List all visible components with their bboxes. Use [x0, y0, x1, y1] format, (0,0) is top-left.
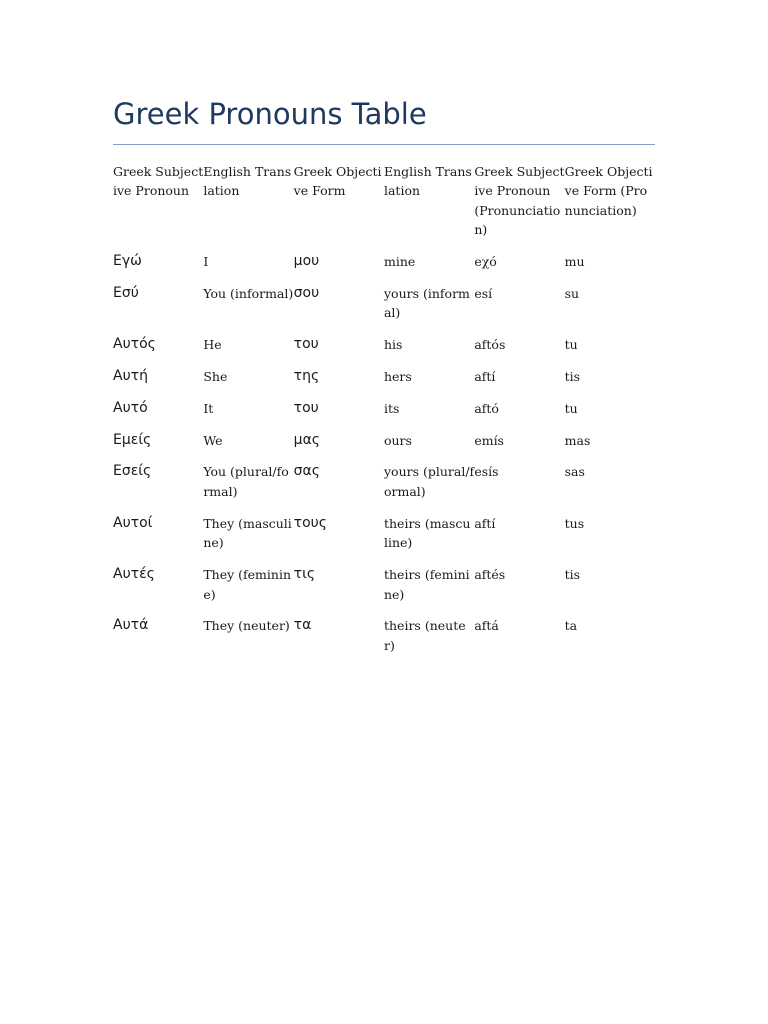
subjective-pronunciation-cell: aftí: [474, 368, 496, 384]
english-objective-cell: his: [383, 336, 403, 352]
greek-objective-cell: σου: [293, 284, 320, 301]
table-body: [113, 252, 655, 668]
header-subjective-pronunciation: Greek Subjective Pronoun (Pronunciation): [474, 164, 565, 238]
english-translation-cell: They (masculine): [203, 515, 292, 551]
table-row: [113, 514, 655, 565]
greek-subjective-cell: Αυτό: [113, 399, 148, 416]
greek-objective-cell: της: [293, 367, 320, 384]
english-objective-cell: hers: [383, 368, 412, 384]
table-header-row: [113, 162, 655, 252]
subjective-pronunciation-cell: esí: [474, 285, 493, 301]
english-translation-cell: He: [203, 336, 222, 352]
greek-objective-cell: του: [293, 399, 319, 416]
table-row: [113, 399, 655, 431]
greek-subjective-cell: Εγώ: [113, 252, 142, 269]
subjective-pronunciation-cell: esís: [474, 464, 499, 480]
table-row: [113, 565, 655, 616]
objective-pronunciation-cell: tu: [564, 400, 578, 416]
greek-subjective-cell: Αυτή: [113, 367, 148, 384]
greek-objective-cell: του: [293, 335, 319, 352]
english-translation-cell: She: [203, 368, 228, 384]
header-english-translation-objective: English Translation: [383, 164, 472, 199]
objective-pronunciation-cell: tis: [564, 567, 581, 583]
greek-subjective-cell: Αυτά: [113, 617, 149, 634]
english-objective-cell: yours (plural/formal): [383, 464, 475, 499]
greek-objective-cell: τις: [293, 566, 316, 583]
objective-pronunciation-cell: tu: [564, 336, 578, 352]
table-row: [113, 335, 655, 367]
document-page: [113, 92, 655, 668]
table-row: [113, 284, 655, 335]
objective-pronunciation-cell: tus: [564, 515, 585, 531]
english-translation-cell: You (informal): [203, 285, 294, 301]
greek-objective-cell: τους: [293, 514, 327, 531]
greek-objective-cell: τα: [293, 617, 312, 634]
objective-pronunciation-cell: sas: [564, 464, 585, 480]
page-title: Greek Pronouns Table: [113, 92, 655, 145]
objective-pronunciation-cell: ta: [564, 618, 578, 634]
subjective-pronunciation-cell: aftá: [474, 618, 499, 634]
english-objective-cell: ours: [383, 432, 412, 448]
subjective-pronunciation-cell: emís: [474, 432, 504, 448]
greek-subjective-cell: Εσείς: [113, 463, 152, 480]
english-translation-cell: They (feminine): [203, 567, 291, 602]
greek-subjective-cell: Εμείς: [113, 431, 152, 448]
header-greek-objective: Greek Objective Form: [293, 164, 382, 199]
english-translation-cell: It: [203, 400, 214, 416]
table-row: [113, 252, 655, 284]
table-row: [113, 616, 655, 667]
english-objective-cell: yours (informal): [383, 285, 470, 320]
objective-pronunciation-cell: tis: [564, 368, 581, 384]
subjective-pronunciation-cell: aftés: [474, 567, 506, 583]
header-greek-subjective: Greek Subjective Pronoun: [113, 164, 204, 199]
english-translation-cell: We: [203, 432, 223, 448]
header-english-translation: English Translation: [203, 164, 292, 199]
table-row: [113, 367, 655, 399]
english-objective-cell: mine: [383, 253, 416, 269]
greek-objective-cell: μας: [293, 431, 321, 448]
greek-subjective-cell: Εσύ: [113, 284, 139, 301]
pronouns-table: [113, 162, 655, 668]
english-translation-cell: You (plural/formal): [203, 464, 289, 499]
header-objective-pronunciation: Greek Objective Form (Pronunciation): [564, 164, 653, 218]
english-objective-cell: theirs (masculine): [383, 515, 471, 551]
subjective-pronunciation-cell: eχό: [474, 253, 497, 269]
subjective-pronunciation-cell: aftós: [474, 336, 506, 352]
objective-pronunciation-cell: su: [564, 285, 580, 301]
greek-subjective-cell: Αυτές: [113, 566, 155, 583]
english-objective-cell: its: [383, 400, 400, 416]
greek-subjective-cell: Αυτοί: [113, 514, 153, 531]
objective-pronunciation-cell: mas: [564, 432, 591, 448]
english-translation-cell: I: [203, 253, 209, 269]
objective-pronunciation-cell: mu: [564, 253, 585, 269]
english-translation-cell: They (neuter): [203, 618, 290, 634]
greek-objective-cell: σας: [293, 463, 320, 480]
english-objective-cell: theirs (neuter): [383, 618, 466, 653]
subjective-pronunciation-cell: aftí: [474, 515, 496, 531]
subjective-pronunciation-cell: aftó: [474, 400, 499, 416]
english-objective-cell: theirs (feminine): [383, 567, 470, 602]
greek-subjective-cell: Αυτός: [113, 335, 156, 352]
table-row: [113, 431, 655, 463]
greek-objective-cell: μου: [293, 252, 320, 269]
table-row: [113, 462, 655, 513]
